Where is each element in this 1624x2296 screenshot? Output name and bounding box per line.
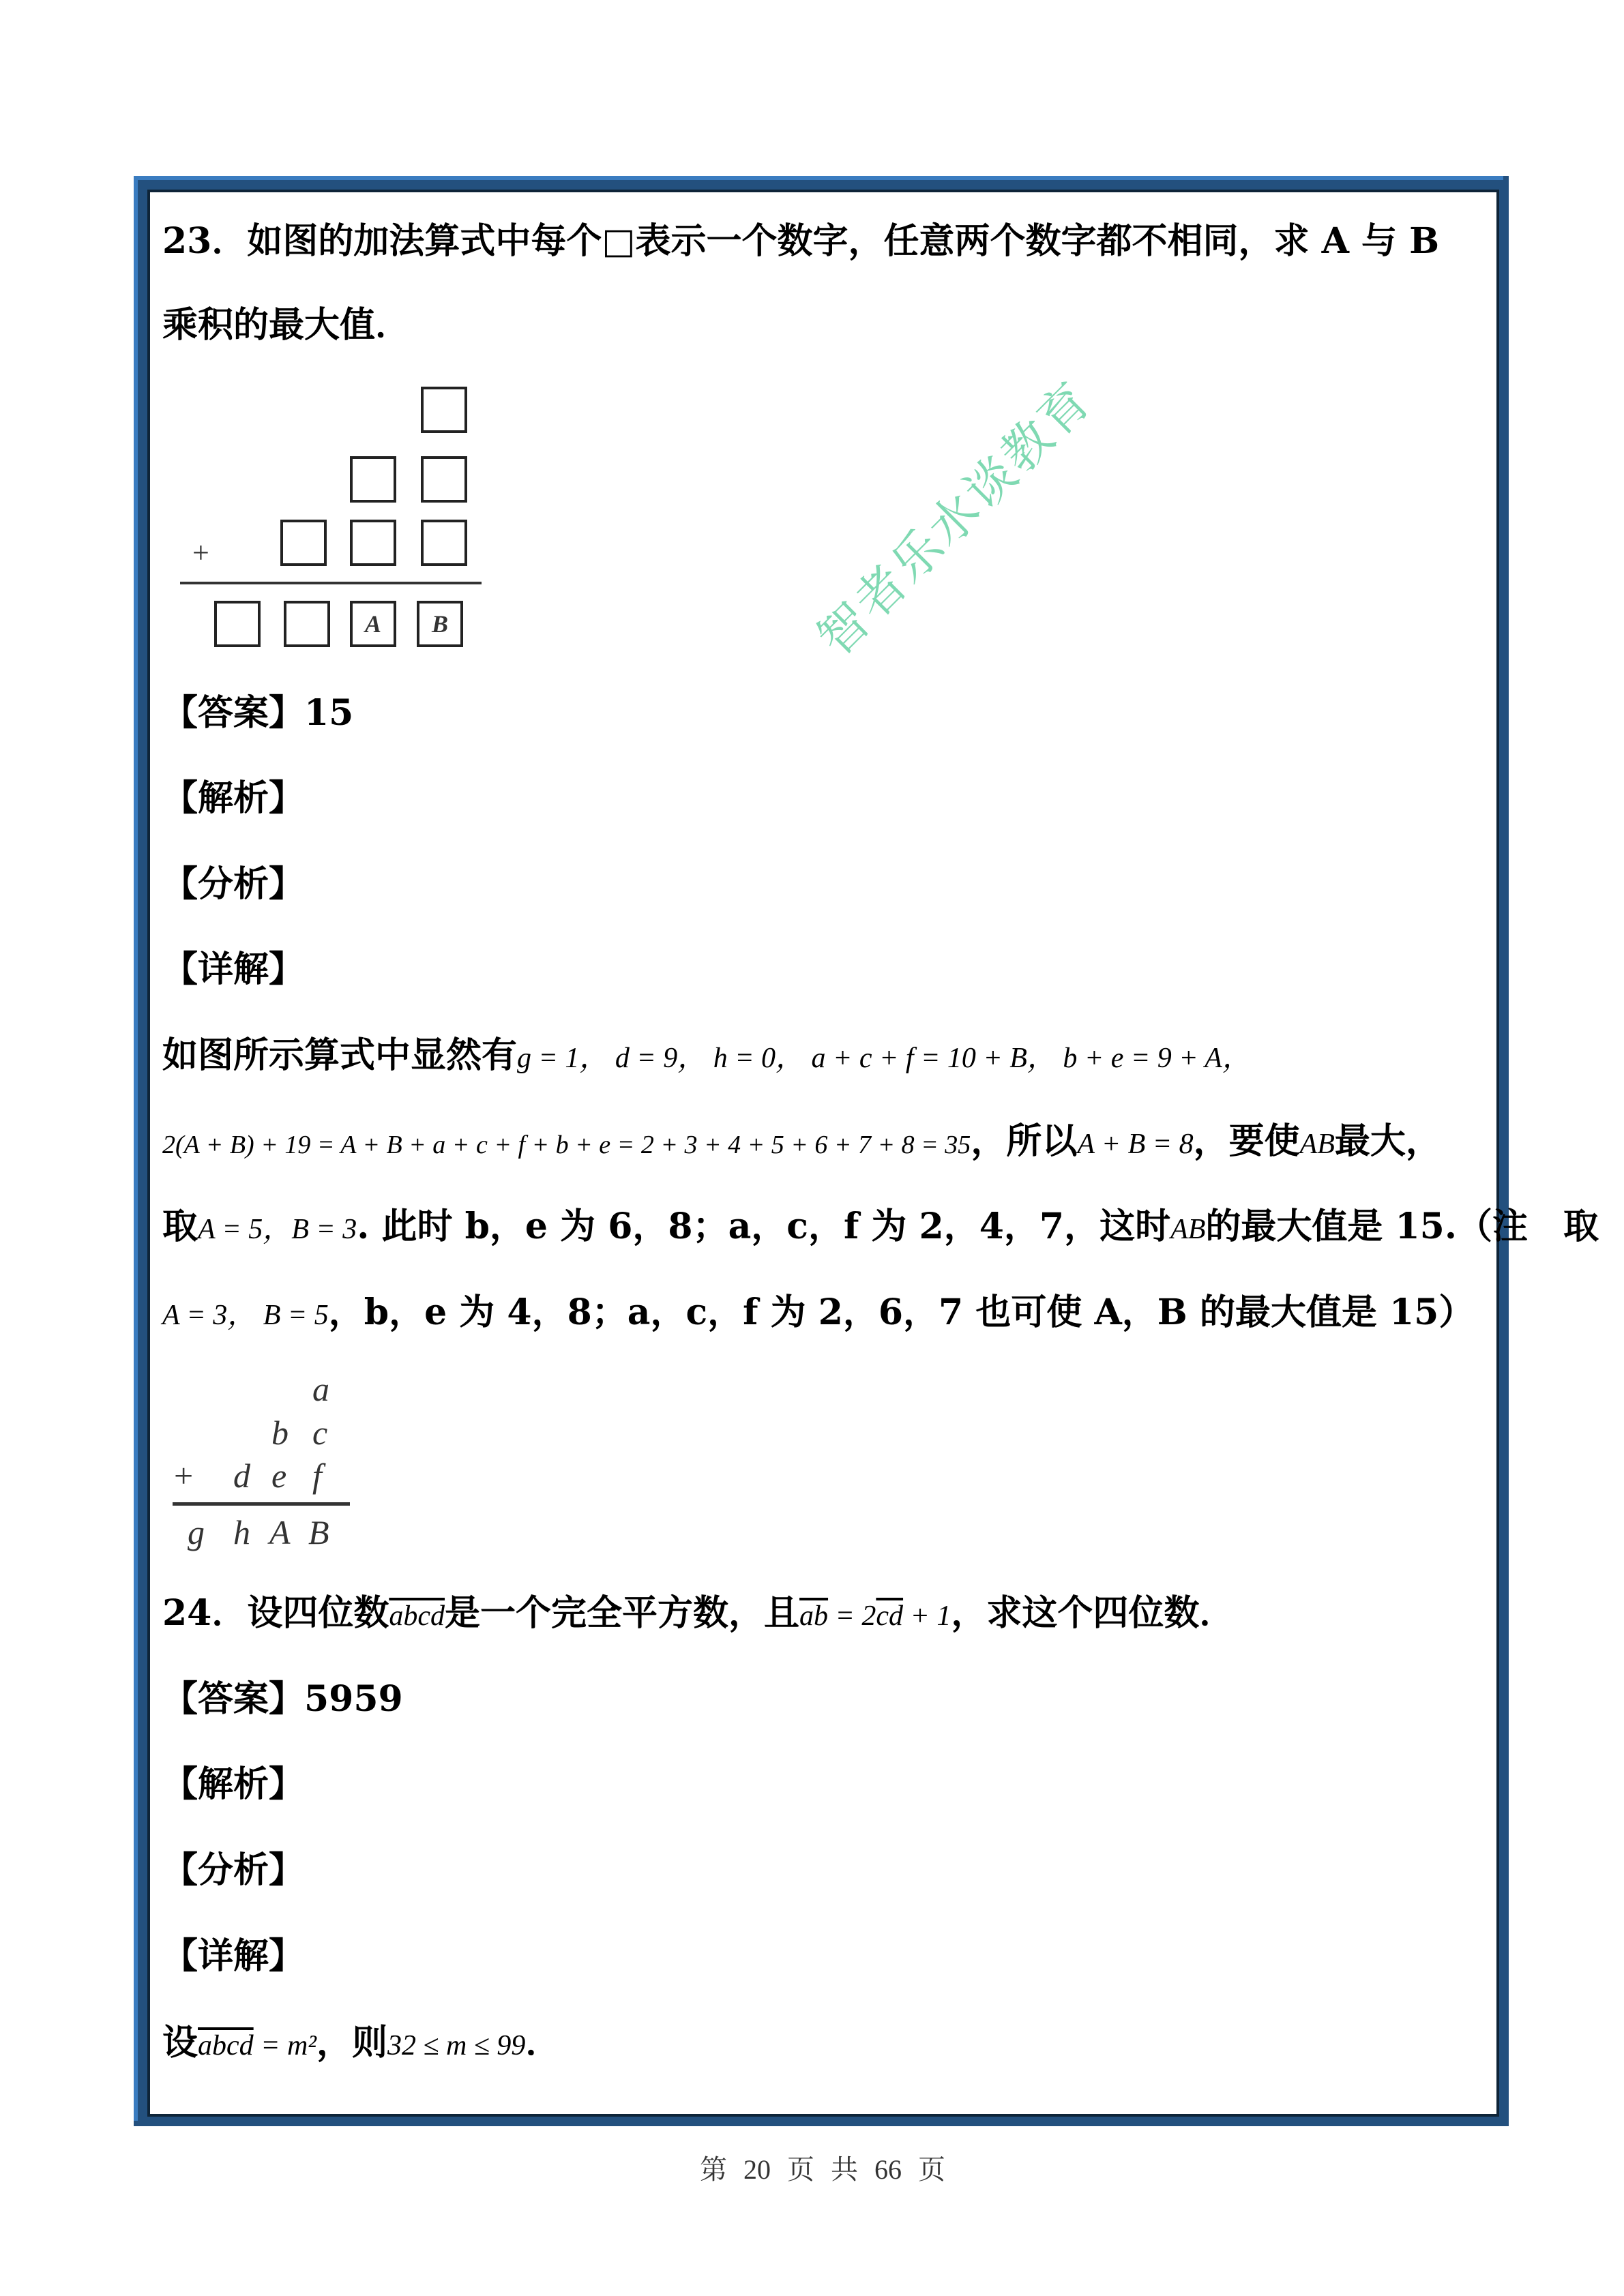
math: AB (1170, 1214, 1206, 1245)
q24-jiexi: 【解析】 (162, 1763, 305, 1805)
digit-box (421, 456, 467, 503)
watermark: 智者乐水谈教育 (806, 370, 1104, 667)
letter: f (312, 1457, 322, 1495)
math: = 2 (828, 1600, 876, 1632)
letter: b (271, 1414, 289, 1452)
math: A = 3， B = 5 (162, 1300, 329, 1331)
text: ，所以 (971, 1120, 1078, 1162)
q23-title-line1: 23．如图的加法算式中每个□表示一个数字，任意两个数字都不相同，求 A 与 B (162, 220, 1440, 262)
math: = m² (253, 2030, 316, 2061)
digit-box-b: B (417, 601, 463, 647)
text: 最大， (1334, 1120, 1441, 1162)
text: . 此时 b，e 为 6，8；a，c，f 为 2，4，7，这时 (357, 1206, 1171, 1247)
plus-sign: + (174, 1457, 194, 1495)
q23-jiexi: 【解析】 (162, 777, 305, 819)
letter: g (188, 1513, 205, 1551)
sum-line (173, 1502, 350, 1506)
text: 取 (162, 1206, 198, 1247)
detail-line-1 (162, 1034, 1251, 1080)
letter: h (233, 1513, 250, 1551)
plus-sign: + (192, 536, 209, 569)
page-footer: 第 20 页 共 66 页 (700, 2154, 945, 2185)
digit-box (421, 520, 467, 566)
math: g = 1， d = 9， h = 0， a + c + f = 10 + B， b + e = 9 + A， (517, 1043, 1251, 1074)
detail-line-3 (162, 1205, 1599, 1251)
digit-box (421, 387, 467, 433)
q24-answer: 【答案】5959 (162, 1678, 403, 1720)
letter: e (271, 1457, 287, 1495)
text: 的最大值是 15.（注 取 (1205, 1206, 1599, 1247)
math: $\overline{ab}$ (799, 1600, 829, 1632)
q23-xiangjie: 【详解】 (162, 949, 305, 990)
digit-box (280, 520, 327, 566)
letter: d (233, 1457, 250, 1495)
math: A + B = 8 (1077, 1129, 1194, 1160)
math: 2(A + B) + 19 = A + B + a + c + f + b + e = 2 + 3 + 4 + 5 + 6 + 7 + 8 = 35 (162, 1131, 971, 1159)
digit-box (284, 601, 330, 647)
q24-xiangjie: 【详解】 (162, 1935, 305, 1977)
math: $\overline{cd}$ (876, 1600, 904, 1632)
q23-fenxi: 【分析】 (162, 863, 305, 905)
text: 设 (162, 2022, 198, 2063)
digit-box (350, 520, 396, 566)
q24-fenxi: 【分析】 (162, 1849, 305, 1891)
digit-box-a: A (350, 601, 396, 647)
math: abcd (389, 1600, 445, 1632)
math: A = 5，B = 3 (198, 1214, 357, 1245)
digit-box (350, 456, 396, 503)
q24-detail-line (162, 2021, 561, 2068)
digit-box (214, 601, 261, 647)
text: 是一个完全平方数，且 (445, 1592, 800, 1634)
detail-line-2 (162, 1120, 1441, 1167)
text: 如图所示算式中显然有 (162, 1034, 518, 1076)
letter: c (312, 1414, 328, 1452)
q23-title-line2: 乘积的最大值． (162, 304, 411, 346)
text: ，要使 (1193, 1120, 1300, 1162)
text: ，求这个四位数． (951, 1592, 1235, 1634)
letter: a (312, 1370, 329, 1408)
letter: A (269, 1513, 291, 1551)
letter: B (308, 1513, 329, 1551)
text: ． (525, 2022, 561, 2063)
math: abcd (198, 2030, 254, 2061)
text: ，b，e 为 4，8；a，c，f 为 2，6，7 也可使 A，B 的最大值是 15） (328, 1292, 1475, 1333)
math: 32 ≤ m ≤ 99 (387, 2030, 526, 2061)
detail-line-4 (162, 1291, 1474, 1337)
q24-title (162, 1592, 1235, 1638)
text: 24．设四位数 (162, 1592, 389, 1634)
q23-answer: 【答案】15 (162, 692, 354, 734)
text: ，则 (316, 2022, 387, 2063)
math: + 1 (903, 1600, 951, 1632)
sum-line (180, 582, 482, 584)
math: AB (1299, 1129, 1335, 1160)
